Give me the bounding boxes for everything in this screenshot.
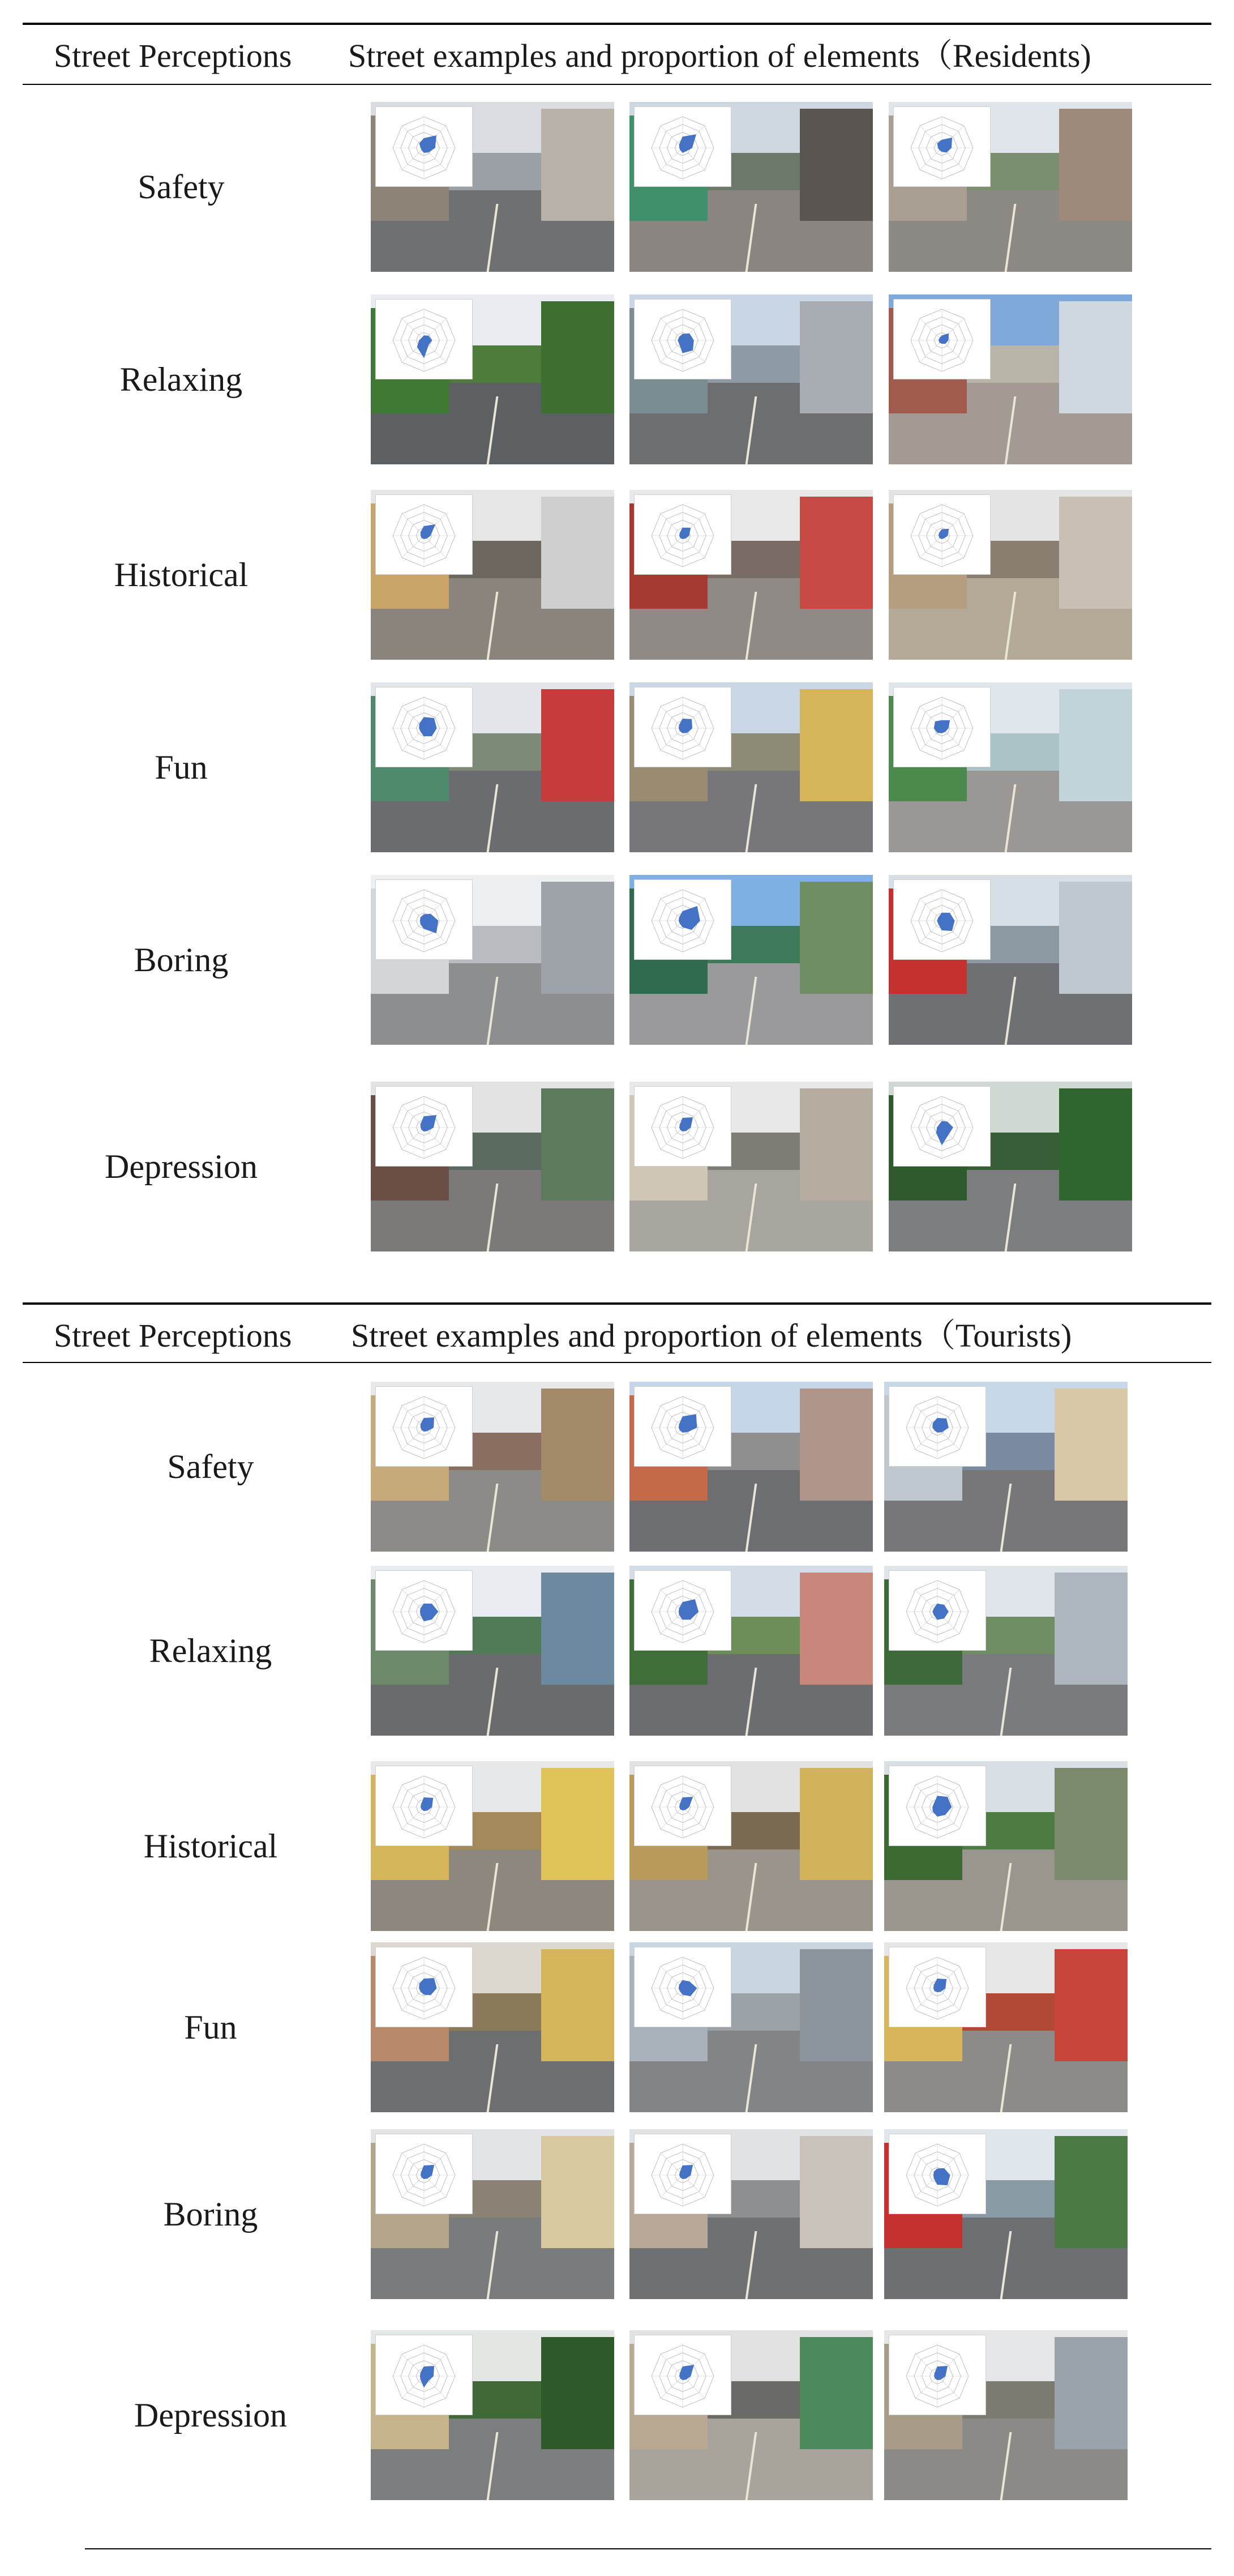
photo-region — [1055, 1768, 1128, 1880]
radar-chart — [376, 2134, 472, 2214]
radar-chart-inset — [375, 2335, 473, 2415]
radar-chart-inset — [893, 106, 991, 187]
radar-chart — [635, 495, 731, 574]
radar-chart-inset — [375, 106, 473, 187]
radar-chart-inset — [634, 1947, 731, 2027]
radar-chart-inset — [889, 2134, 986, 2214]
radar-chart-inset — [893, 299, 991, 379]
photo-region — [541, 2337, 614, 2449]
photo-region — [800, 1088, 873, 1201]
photo-region — [541, 1768, 614, 1880]
radar-chart-inset — [375, 1947, 473, 2027]
street-view-photo — [889, 1082, 1132, 1251]
radar-chart-inset — [889, 1386, 986, 1467]
radar-chart-inset — [634, 2335, 731, 2415]
street-view-photo — [889, 875, 1132, 1045]
radar-chart — [894, 1087, 990, 1166]
residents-header-examples: Street examples and proportion of elements（Residents) — [348, 37, 1091, 74]
street-view-photo — [884, 1942, 1128, 2112]
street-view-photo — [371, 1761, 614, 1931]
radar-data-area — [420, 1604, 438, 1621]
radar-chart — [894, 495, 990, 574]
radar-data-area — [419, 136, 436, 153]
radar-chart-inset — [634, 687, 731, 767]
perception-label-relaxing: Relaxing — [149, 1632, 272, 1669]
perception-label-fun: Fun — [155, 749, 208, 786]
radar-chart — [376, 1387, 472, 1466]
street-view-photo — [889, 294, 1132, 464]
radar-chart-inset — [634, 1766, 731, 1846]
photo-region — [1059, 497, 1132, 609]
radar-data-area — [421, 1116, 436, 1131]
photo-region — [800, 497, 873, 609]
radar-data-area — [421, 1418, 434, 1432]
radar-chart — [889, 1766, 986, 1846]
radar-data-area — [679, 135, 696, 153]
street-view-photo — [889, 682, 1132, 852]
photo-region — [1059, 301, 1132, 413]
radar-chart-inset — [634, 299, 731, 379]
top-rule — [23, 23, 1211, 25]
tourists-header-perceptions: Street Perceptions — [54, 1317, 292, 1354]
photo-region — [541, 1389, 614, 1501]
radar-data-area — [421, 2165, 434, 2179]
photo-region — [800, 2337, 873, 2449]
radar-chart-inset — [375, 879, 473, 960]
radar-data-area — [419, 1979, 436, 1995]
photo-region — [541, 689, 614, 801]
radar-data-area — [679, 907, 700, 930]
street-view-photo — [884, 1761, 1128, 1931]
radar-chart — [894, 300, 990, 379]
tourists-header-examples: Street examples and proportion of elements（Tourists) — [351, 1317, 1072, 1354]
photo-region — [1059, 689, 1132, 801]
perception-label-historical: Historical — [114, 556, 248, 593]
radar-chart-inset — [375, 494, 473, 575]
radar-chart — [376, 687, 472, 767]
radar-chart-inset — [889, 1947, 986, 2027]
photo-region — [541, 109, 614, 221]
radar-data-area — [939, 529, 949, 539]
radar-chart — [894, 687, 990, 767]
photo-region — [1059, 882, 1132, 994]
radar-data-area — [680, 2365, 694, 2380]
photo-region — [1059, 109, 1132, 221]
street-view-photo — [371, 682, 614, 852]
street-view-photo — [371, 875, 614, 1045]
radar-chart — [376, 495, 472, 574]
radar-chart — [635, 1766, 731, 1846]
radar-chart-inset — [375, 687, 473, 767]
bottom-rule — [85, 2548, 1211, 2549]
photo-region — [800, 1573, 873, 1685]
residents-header-perceptions: Street Perceptions — [54, 37, 292, 74]
radar-data-area — [421, 525, 435, 539]
radar-chart-inset — [634, 106, 731, 187]
perception-label-fun: Fun — [184, 2009, 237, 2046]
photo-region — [541, 2136, 614, 2248]
radar-chart — [376, 1947, 472, 2027]
radar-chart-inset — [375, 2134, 473, 2214]
street-view-photo — [371, 1082, 614, 1251]
street-view-photo — [629, 2330, 873, 2500]
radar-chart — [889, 2134, 986, 2214]
street-view-photo — [371, 2330, 614, 2500]
radar-chart-inset — [889, 1766, 986, 1846]
radar-chart — [635, 300, 731, 379]
residents-header-rule — [23, 84, 1211, 85]
photo-region — [541, 882, 614, 994]
radar-chart-inset — [889, 2335, 986, 2415]
radar-data-area — [935, 2366, 948, 2380]
photo-region — [1055, 1389, 1128, 1501]
perception-label-relaxing: Relaxing — [119, 361, 243, 398]
radar-chart — [635, 1387, 731, 1466]
radar-data-area — [680, 1118, 693, 1131]
radar-data-area — [936, 1121, 953, 1144]
photo-region — [800, 2136, 873, 2248]
radar-chart-inset — [634, 1570, 731, 1651]
radar-chart — [635, 2134, 731, 2214]
street-view-photo — [884, 1566, 1128, 1736]
street-view-photo — [371, 1942, 614, 2112]
perception-label-historical: Historical — [143, 1827, 278, 1865]
perception-label-boring: Boring — [163, 2195, 258, 2233]
radar-data-area — [680, 1797, 693, 1810]
photo-region — [1055, 2136, 1128, 2248]
radar-data-area — [419, 717, 436, 736]
radar-chart — [376, 300, 472, 379]
photo-region — [541, 301, 614, 413]
photo-region — [1055, 2337, 1128, 2449]
radar-chart — [376, 1766, 472, 1846]
section-divider-rule — [23, 1302, 1211, 1305]
radar-data-area — [933, 2168, 950, 2185]
radar-chart — [635, 2335, 731, 2415]
radar-chart-inset — [375, 1386, 473, 1467]
radar-chart-inset — [893, 687, 991, 767]
radar-data-area — [680, 2165, 693, 2179]
street-view-photo — [629, 875, 873, 1045]
street-view-photo — [884, 2330, 1128, 2500]
perception-label-safety: Safety — [138, 168, 225, 206]
radar-chart-inset — [375, 1766, 473, 1846]
radar-chart — [889, 1947, 986, 2027]
photo-region — [1055, 1949, 1128, 2061]
street-view-photo — [629, 294, 873, 464]
photo-region — [1055, 1573, 1128, 1685]
radar-chart — [635, 687, 731, 767]
street-view-photo — [371, 294, 614, 464]
photo-region — [541, 1573, 614, 1685]
radar-chart-inset — [634, 1386, 731, 1467]
radar-data-area — [679, 1980, 696, 1996]
photo-region — [800, 1389, 873, 1501]
street-view-photo — [889, 490, 1132, 660]
photo-region — [800, 882, 873, 994]
radar-chart — [889, 2335, 986, 2415]
radar-chart-inset — [375, 1086, 473, 1167]
radar-data-area — [937, 913, 954, 930]
radar-chart-inset — [634, 1086, 731, 1167]
photo-region — [1059, 1088, 1132, 1201]
street-view-photo — [371, 102, 614, 272]
radar-chart — [894, 880, 990, 959]
perception-label-boring: Boring — [134, 941, 229, 979]
street-view-photo — [884, 1382, 1128, 1552]
radar-chart-inset — [893, 1086, 991, 1167]
photo-region — [800, 301, 873, 413]
perception-label-depression: Depression — [105, 1148, 258, 1185]
radar-data-area — [679, 1415, 696, 1433]
radar-data-area — [933, 1796, 952, 1817]
radar-chart — [635, 1571, 731, 1650]
radar-data-area — [933, 1604, 949, 1620]
street-view-photo — [629, 682, 873, 852]
radar-data-area — [939, 334, 949, 344]
street-view-photo — [629, 1566, 873, 1736]
radar-chart — [376, 107, 472, 186]
radar-chart-inset — [893, 879, 991, 960]
radar-data-area — [678, 334, 694, 353]
radar-chart-inset — [893, 494, 991, 575]
radar-data-area — [934, 720, 949, 733]
street-view-photo — [371, 1566, 614, 1736]
photo-region — [800, 1949, 873, 2061]
photo-region — [800, 109, 873, 221]
radar-data-area — [679, 1600, 698, 1620]
radar-chart — [894, 107, 990, 186]
radar-chart — [376, 1571, 472, 1650]
radar-chart-inset — [375, 1570, 473, 1651]
street-view-photo — [629, 1382, 873, 1552]
radar-chart-inset — [889, 1570, 986, 1651]
photo-region — [541, 1949, 614, 2061]
radar-chart — [635, 1087, 731, 1166]
street-view-photo — [371, 1382, 614, 1552]
radar-data-area — [420, 914, 438, 933]
radar-chart — [889, 1571, 986, 1650]
tourists-header-rule — [23, 1362, 1211, 1363]
street-view-photo — [889, 102, 1132, 272]
radar-chart — [376, 2335, 472, 2415]
radar-data-area — [933, 1419, 949, 1433]
street-view-photo — [371, 490, 614, 660]
photo-region — [541, 1088, 614, 1201]
radar-chart-inset — [634, 494, 731, 575]
street-view-photo — [629, 1761, 873, 1931]
radar-chart — [889, 1387, 986, 1466]
radar-chart-inset — [634, 2134, 731, 2214]
radar-data-area — [937, 138, 952, 152]
radar-data-area — [680, 528, 691, 539]
radar-chart — [635, 880, 731, 959]
street-view-photo — [629, 102, 873, 272]
photo-region — [541, 497, 614, 609]
radar-chart — [376, 1087, 472, 1166]
perception-label-depression: Depression — [134, 2396, 287, 2434]
radar-chart-inset — [634, 879, 731, 960]
street-view-photo — [629, 1942, 873, 2112]
radar-chart — [635, 107, 731, 186]
perception-label-safety: Safety — [167, 1448, 254, 1485]
radar-chart — [376, 880, 472, 959]
street-view-photo — [629, 1082, 873, 1251]
photo-region — [800, 689, 873, 801]
street-view-photo — [629, 490, 873, 660]
radar-chart-inset — [375, 299, 473, 379]
street-view-photo — [371, 2129, 614, 2299]
street-view-photo — [629, 2129, 873, 2299]
street-view-photo — [884, 2129, 1128, 2299]
radar-chart — [635, 1947, 731, 2027]
photo-region — [800, 1768, 873, 1880]
